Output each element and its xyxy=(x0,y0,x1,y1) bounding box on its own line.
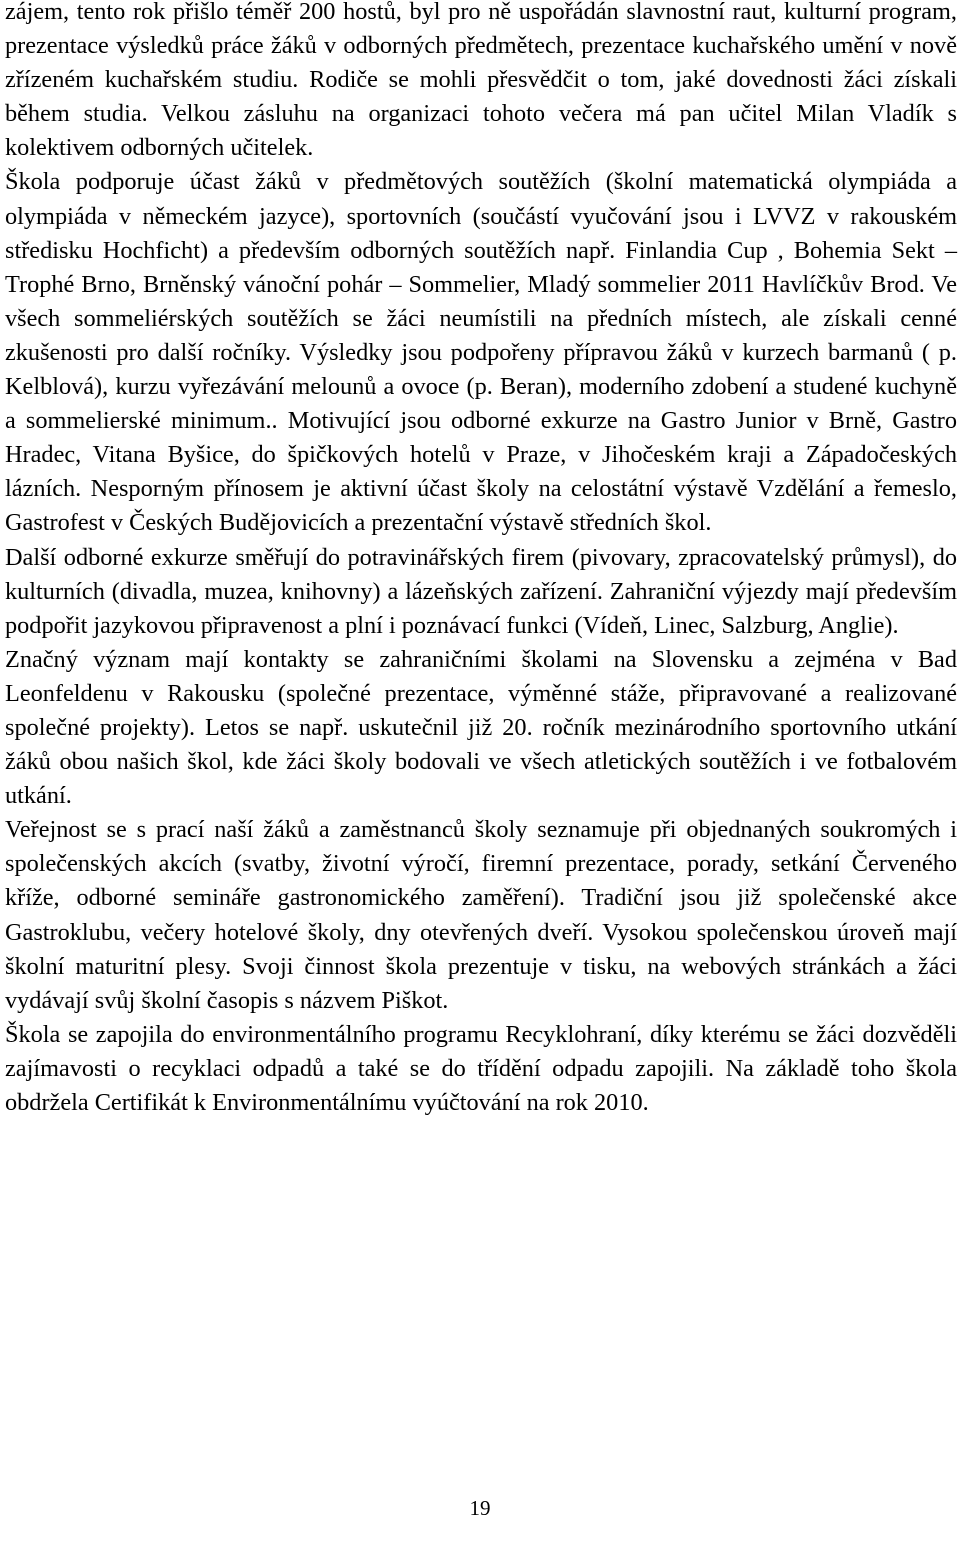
paragraph-foreign-contacts: Značný význam mají kontakty se zahraničními školami na Slovensku a zejména v Bad Leonfeldenu v Rakousku (společné prezentace, výměnné stáže, připravované a realizované společné projekty). Letos se např. uskutečnil již 20. ročník mezinárodního sportovního utkání žáků obou našich škol, kde žáci školy bodovali ve všech atletických soutěžích i ve fotbalovém utkání. xyxy=(5,645,957,810)
paragraph-environmental-program: Škola se zapojila do environmentálního programu Recyklohraní, díky kterému se žáci dozvěděli zajímavosti o recyklaci odpadů a také se do třídění odpadu zapojili. Na základě toho škola obdržela Certifikát k Environmentálnímu vyúčtování na rok 2010. xyxy=(5,1020,957,1116)
page-number: 19 xyxy=(469,1496,491,1520)
paragraph-open-day: zájem, tento rok přišlo téměř 200 hostů, byl pro ně uspořádán slavnostní raut, kulturní program, prezentace výsledků práce žáků v odborných předmětech, prezentace kuchařského umění v nově zřízeném kuchařském studiu. Rodiče se mohli přesvědčit o tom, jaké dovednosti žáci získali během studia. Velkou zásluhu na organizaci tohoto večera má pan učitel Milan Vladík s kolektivem odborných učitelek. xyxy=(5,0,957,162)
paragraph-competitions: Škola podporuje účast žáků v předmětových soutěžích (školní matematická olympiáda a olympiáda v německém jazyce), sportovních (součástí vyučování jsou i LVVZ v rakouském středisku Hochficht) a především odborných soutěžích např. Finlandia Cup , Bohemia Sekt – Trophé Brno, Brněnský vánoční pohár – Sommelier, Mladý sommelier 2011 Havlíčkův Brod. Ve všech sommeliérských soutěžích se žáci neumístili na předních místech, ale získali cenné zkušenosti pro další ročníky. Výsledky jsou podpořeny přípravou žáků v kurzech barmanů ( p. Kelblová), kurzu vyřezávání melounů a ovoce (p. Beran), moderního zdobení a studené kuchyně a sommelierské minimum.. Motivující jsou odborné exkurze na Gastro Junior v Brně, Gastro Hradec, Vitana Byšice, do špičkových hotelů v Praze, v Jihočeském kraji a Západočeských lázních. Nesporným přínosem je aktivní účast školy na celostátní výstavě Vzdělání a řemeslo, Gastrofest v Českých Budějovicích a prezentační výstavě středních škol. xyxy=(5,168,957,537)
paragraph-excursions: Další odborné exkurze směřují do potravinářských firem (pivovary, zpracovatelský průmysl), do kulturních (divadla, muzea, knihovny) a lázeňských zařízení. Zahraniční výjezdy mají především podpořit jazykovou připravenost a plní i poznávací funkci (Vídeň, Linec, Salzburg, Anglie). xyxy=(5,543,957,639)
body-text xyxy=(5,0,957,1120)
paragraph-public-events: Veřejnost se s prací naší žáků a zaměstnanců školy seznamuje při objednaných soukromých i společenských akcích (svatby, životní výročí, firemní prezentace, porady, setkání Červeného kříže, odborné semináře gastronomického zaměření). Tradiční jsou již společenské akce Gastroklubu, večery hotelové školy, dny otevřených dveří. Vysokou společenskou úroveň mají školní maturitní plesy. Svoji činnost škola prezentuje v tisku, na webových stránkách a žáci vydávají svůj školní časopis s názvem Piškot. xyxy=(5,816,957,1014)
